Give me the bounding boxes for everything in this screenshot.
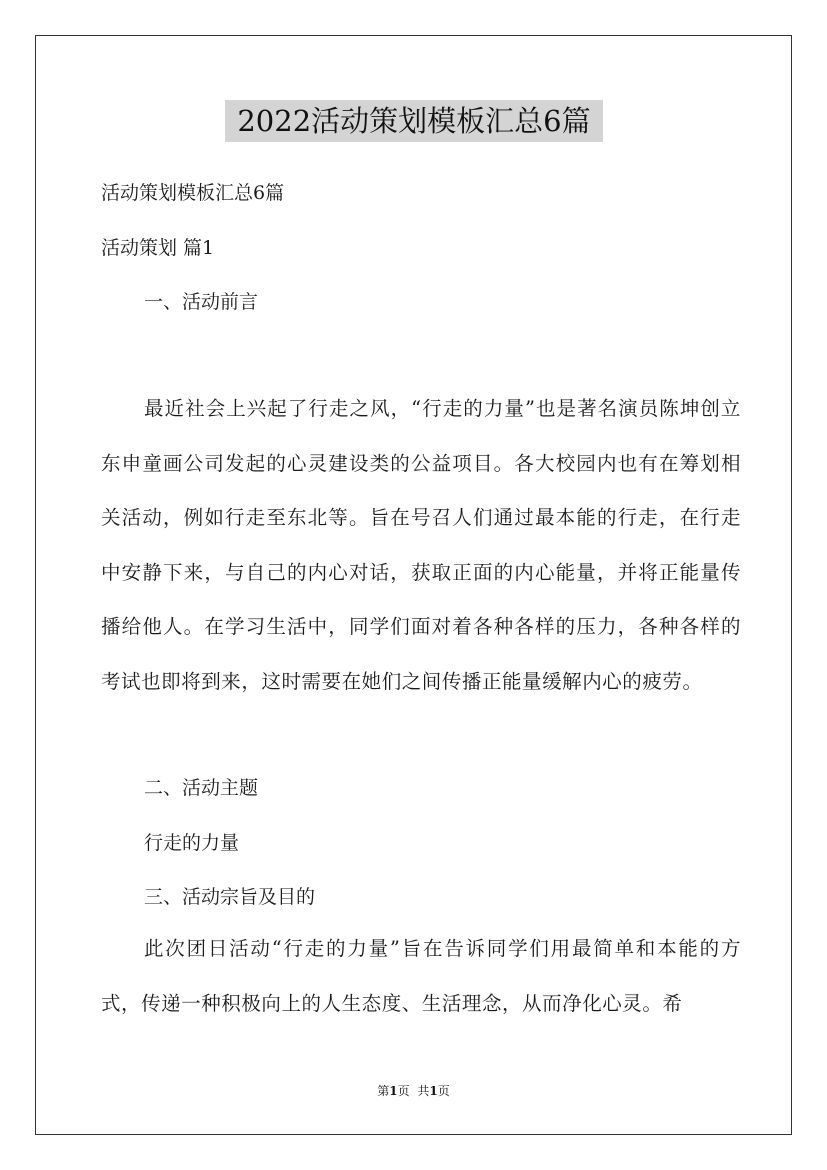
- footer-total-unit: 页: [437, 1084, 450, 1098]
- section-heading: 活动策划 篇1: [101, 237, 215, 259]
- footer-total-prefix: 共: [417, 1084, 430, 1098]
- section-1-body: 最近社会上兴起了行走之风，“行走的力量”也是著名演员陈坤创立东申童画公司发起的心灵建设类的公益项目。各大校园内也有在筹划相关活动，例如行走至东北等。旨在号召人们通过最本能的行走，在行走中安静下来，与自己的内心对话，获取正面的内心能量，并将正能量传播给他人。在学习生活中，同学们面对着各种各样的压力，各种各样的考试也即将到来，这时需要在她们之间传播正能量缓解内心的疲劳。: [101, 397, 741, 693]
- section-2-body: 行走的力量: [144, 832, 240, 854]
- section-3-heading: 三、活动宗旨及目的: [144, 886, 316, 908]
- section-1-heading: 一、活动前言: [144, 291, 259, 313]
- section-3-body: 此次团日活动“行走的力量”旨在告诉同学们用最简单和本能的方式，传递一种积极向上的人生态度、生活理念，从而净化心灵。希: [101, 937, 741, 1015]
- page-footer: [0, 1083, 827, 1099]
- section-2-heading: 二、活动主题: [144, 777, 259, 799]
- footer-page-current: 1: [389, 1084, 398, 1098]
- footer-page-total: 1: [429, 1084, 438, 1098]
- document-subtitle: 活动策划模板汇总6篇: [101, 182, 285, 204]
- document-title: 2022活动策划模板汇总6篇: [225, 100, 603, 142]
- footer-page-prefix: 第: [377, 1084, 390, 1098]
- footer-page-unit: 页: [397, 1084, 410, 1098]
